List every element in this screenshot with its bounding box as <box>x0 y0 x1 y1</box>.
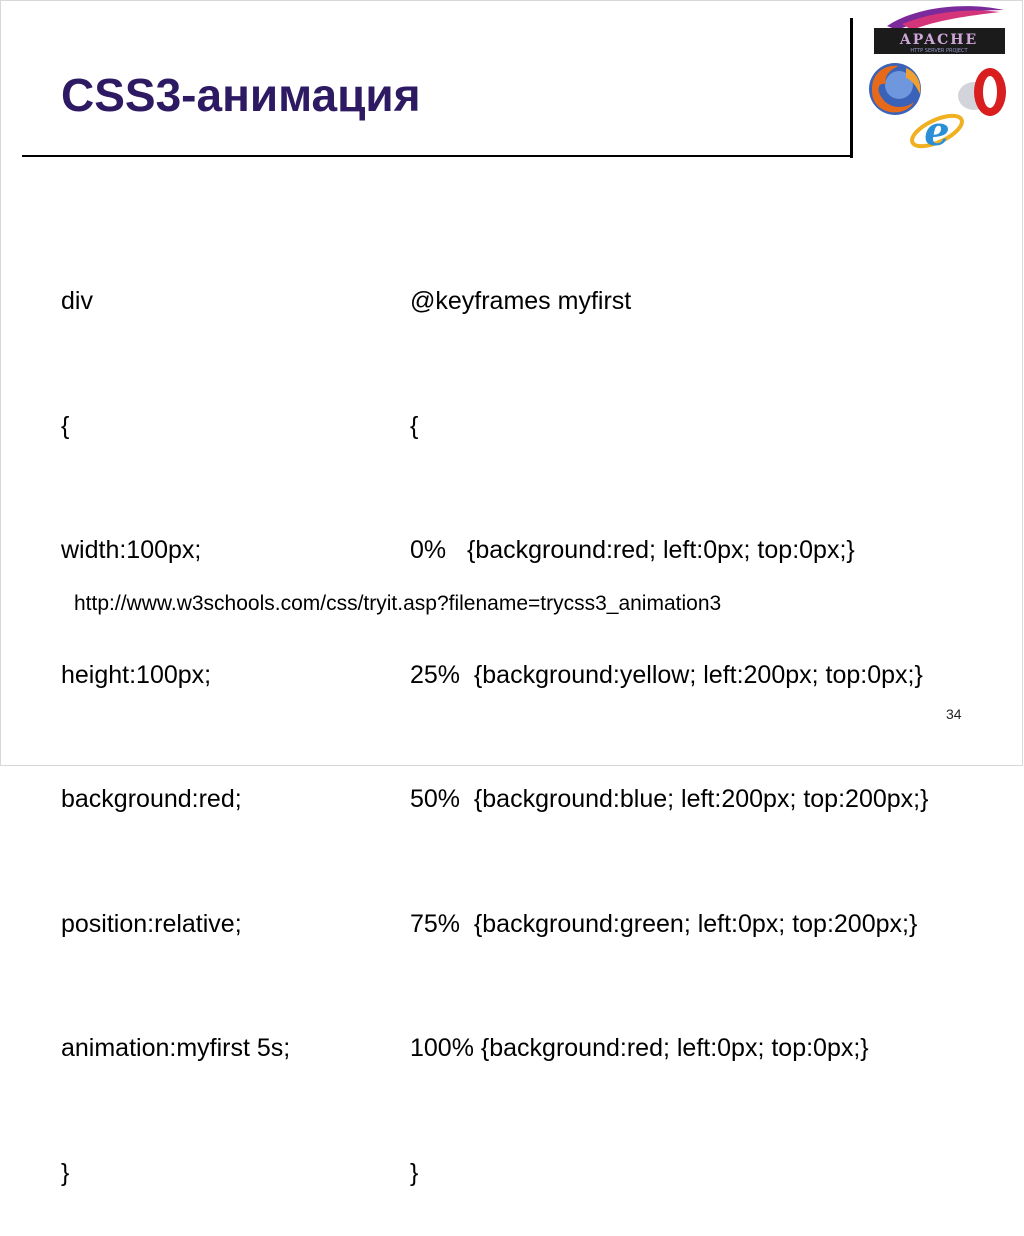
code-line: { <box>61 411 70 440</box>
browser-logos <box>860 0 1020 160</box>
code-line: animation:myfirst 5s; <box>61 1034 291 1062</box>
slide-title: CSS3-анимация <box>61 69 421 121</box>
code-line: @keyframes myfirst <box>410 287 632 315</box>
code-line: } <box>410 1158 419 1187</box>
code-line: 75% {background:green; left:0px; top:200px;} <box>410 909 918 938</box>
code-line: div <box>61 287 93 315</box>
title-divider <box>850 18 853 158</box>
reference-link[interactable]: http://www.w3schools.com/css/tryit.asp?filename=trycss3_animation3 <box>74 592 722 615</box>
code-line: { <box>410 411 419 440</box>
slide-number: 34 <box>946 706 962 722</box>
keyframes-rule <box>410 198 928 1236</box>
code-line: } <box>61 1158 70 1187</box>
svg-text:e: e <box>924 108 950 155</box>
code-line: background:red; <box>61 785 242 813</box>
div-css-rule <box>61 198 290 1236</box>
svg-text:APACHE: APACHE <box>899 32 979 48</box>
code-line: 25% {background:yellow; left:200px; top:0px;} <box>410 660 923 689</box>
code-line: 50% {background:blue; left:200px; top:200px;} <box>410 785 929 813</box>
internet-explorer-logo-icon <box>908 104 966 158</box>
title-underline <box>22 155 852 157</box>
apache-logo-icon <box>872 4 1007 56</box>
code-line: position:relative; <box>61 909 242 938</box>
code-line: 0% {background:red; left:0px; top:0px;} <box>410 536 855 564</box>
code-line: 100% {background:red; left:0px; top:0px;} <box>410 1034 869 1062</box>
code-line: width:100px; <box>61 536 202 564</box>
svg-text:HTTP SERVER PROJECT: HTTP SERVER PROJECT <box>910 48 968 54</box>
code-line: height:100px; <box>61 660 212 689</box>
